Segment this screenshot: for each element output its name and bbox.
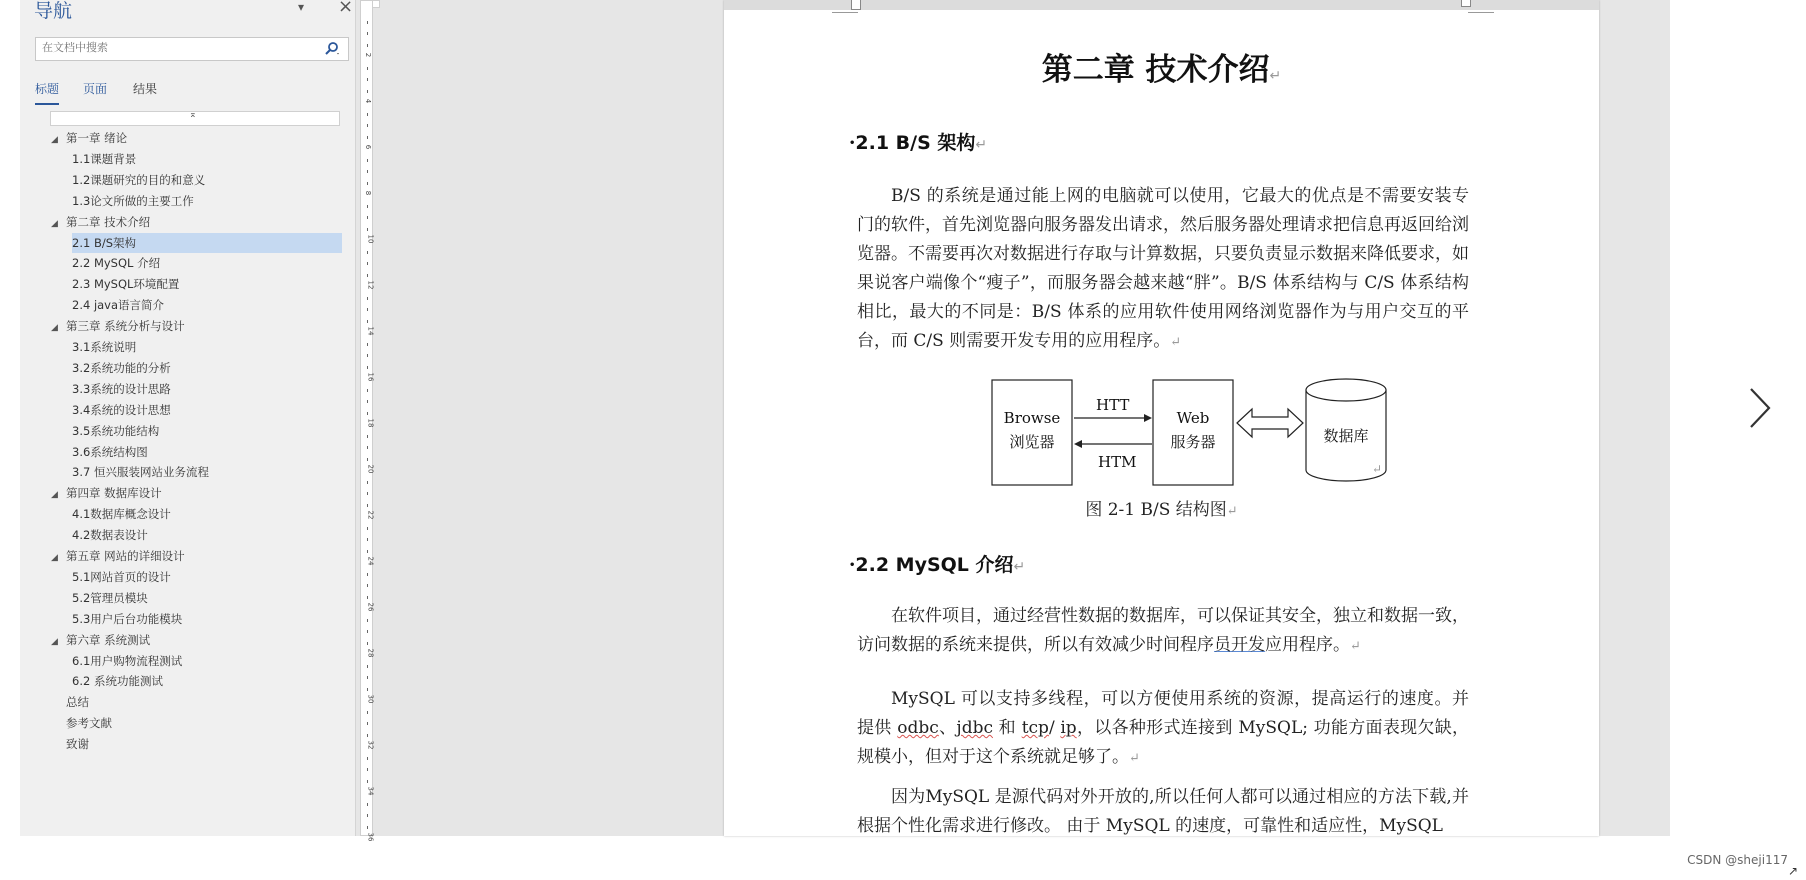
watermark: CSDN @sheji117 [1687,853,1788,867]
paragraph-text-end: ，以各种形式连接到 MySQL; 功能方面表现欠缺，规模小，但对于这个系统就足够了。 [857,718,1470,767]
tree-heading-level1[interactable] [51,630,151,650]
ruler-number: 10 [366,234,375,244]
nav-close-button[interactable] [338,0,353,17]
ruler-tick [367,412,368,415]
tree-heading-level2[interactable] [72,274,342,294]
ruler-number: 6 [364,144,373,150]
ruler-tick [367,814,368,817]
ruler-tick [367,780,368,783]
database-cylinder-top [1306,379,1386,401]
ruler-number: 8 [364,190,373,196]
ruler-tick [367,32,368,35]
tree-heading-level1[interactable] [51,212,151,232]
ruler-tick [367,124,368,127]
ruler-tick [367,400,368,403]
tree-item-label: 3.4系统的设计思想 [72,402,171,417]
tree-heading-level1[interactable] [51,483,162,503]
ruler-tick [367,308,368,311]
ruler-tick [367,389,368,392]
tree-heading-level2[interactable] [72,337,342,357]
tree-item-label: 第二章 技术介绍 [66,214,151,229]
spelling-flagged-tcp[interactable]: tcp [1021,718,1049,738]
response-arrowhead [1074,440,1082,448]
tree-item-label: 6.2 系统功能测试 [72,674,163,689]
tree-item-label: 参考文献 [66,716,112,731]
section-heading-2-2 [849,550,1025,577]
tree-heading-level2[interactable] [72,379,342,399]
tree-item-label: 1.1课题背景 [72,151,137,166]
ruler-tick [367,170,368,173]
paragraph-mark: ↵ [975,137,988,153]
indent-marker[interactable] [851,0,861,10]
ruler-number: 30 [366,694,375,704]
request-arrowhead [1144,414,1152,422]
figure-caption [724,495,1599,520]
paragraph-mark: ↵ [1350,639,1361,654]
spelling-flagged-jdbc[interactable]: jdbc [956,718,993,738]
ruler-tick [367,803,368,806]
chevron-right-icon[interactable] [1745,386,1773,430]
ruler-tick [367,688,368,691]
tree-heading-level2[interactable] [72,421,342,441]
nav-title: 导航 [34,0,73,22]
paragraph-mysql-1 [857,602,1469,661]
ruler-tick [367,44,368,47]
ruler-tick [367,676,368,679]
ruler-tick [367,320,368,323]
ruler-number: 32 [366,740,375,750]
paragraph-mark: ↵ [1170,335,1182,350]
tree-heading-level2[interactable] [72,442,342,462]
ruler-tick [367,584,368,587]
tree-item-label: 4.2数据表设计 [72,528,148,543]
expand-triangle-icon[interactable]: ◢ [51,636,58,647]
tree-item-label: 4.1数据库概念设计 [72,507,171,522]
ruler-number: 4 [364,98,373,104]
ruler-number: 24 [366,556,375,566]
tree-item-label: 3.2系统功能的分析 [72,360,171,375]
grammar-flagged-text[interactable]: 员开发 [1214,635,1265,655]
tab-headings[interactable]: 标题 [35,80,59,105]
paragraph-mysql-3 [857,783,1469,836]
ruler-number: 34 [366,786,375,796]
search-icon[interactable] [324,41,340,57]
ruler-number: 36 [366,832,375,842]
tree-item-label: 5.2管理员模块 [72,590,148,605]
paragraph-mark: ↵ [1013,559,1026,575]
tree-heading-level2[interactable] [72,609,342,629]
paragraph-mark: ↵ [1226,504,1238,519]
tree-item-label: 2.2 MySQL 介绍 [72,256,161,271]
bs-architecture-diagram [988,367,1388,492]
ruler-tick [367,354,368,357]
tree-item-label: 致谢 [66,737,89,752]
ruler-number: 2 [364,52,373,58]
tree-heading-level1[interactable] [51,316,185,336]
ruler-tick [367,630,368,633]
ruler-tick [367,596,368,599]
expand-triangle-icon[interactable]: ◢ [51,490,58,501]
ruler-number: 12 [366,280,375,290]
tree-item-label: 3.3系统的设计思路 [72,381,171,396]
web-label-cn: 服务器 [1170,433,1216,451]
ruler-tick [367,538,368,541]
tree-heading-level2[interactable] [72,295,342,315]
tree-heading-level2[interactable] [72,651,342,671]
ruler-tick [367,182,368,185]
tree-item-label: 总结 [66,695,89,710]
ruler-tick [367,435,368,438]
close-icon: × [338,0,354,17]
tree-item-label: 1.3论文所做的主要工作 [72,193,194,208]
section-heading-2-1 [849,128,987,155]
ruler-tick [367,228,368,231]
tree-item-label: 第三章 系统分析与设计 [66,319,185,334]
tree-item-label: 3.5系统功能结构 [72,423,160,438]
database-label: 数据库 [1323,427,1369,445]
tree-heading-level2[interactable] [72,671,342,691]
paragraph-mark: ↵ [1372,462,1383,476]
tree-heading-level2[interactable] [72,400,342,420]
tree-heading-level2[interactable] [72,233,342,253]
ruler-tick [367,768,368,771]
ruler-number: 22 [366,510,375,520]
ruler-number: 18 [366,418,375,428]
ruler-tick [367,492,368,495]
ruler-strip [360,0,375,842]
tree-item-label: 6.1用户购物流程测试 [72,653,183,668]
tree-heading-level2[interactable] [72,170,342,190]
ruler-tick [367,366,368,369]
tree-heading-level2[interactable] [72,462,342,482]
tree-heading-level2[interactable] [72,253,342,273]
tree-item-label: 5.1网站首页的设计 [72,569,171,584]
nav-search-box [35,37,349,61]
ruler-tick [367,458,368,461]
section-heading-text: 2.2 MySQL 介绍 [855,554,1014,576]
paragraph-text: 在软件项目，通过经营性数据的数据库，可以保证其安全，独立和数据一致，访问数据的系统来提供，所以有效减少时间程序 [857,606,1469,655]
tree-item-label: 第四章 数据库设计 [66,486,162,501]
tree-heading-level2[interactable] [72,358,342,378]
tree-item-label: 2.3 MySQL环境配置 [72,277,180,292]
expand-triangle-icon[interactable]: ◢ [51,135,58,145]
expand-triangle-icon[interactable]: ◢ [51,323,58,334]
ruler-tick [367,573,368,576]
heading-bullet-icon: • [849,560,856,571]
paragraph-text: 因为MySQL 是源代码对外开放的,所以任何人都可以通过相应的方法下载,并根据个性化需求进行修改。 由于 MySQL 的速度，可靠性和适应性，MySQL [857,787,1469,836]
nav-options-dropdown[interactable] [298,0,304,14]
paragraph-mark: ↵ [1269,68,1282,84]
resize-icon[interactable]: ↗ [1787,864,1798,878]
tree-item-label: 3.6系统结构图 [72,444,148,459]
collapse-icon: ⌅ [189,110,197,120]
ruler-tick [367,262,368,265]
tree-item-label: 3.1系统说明 [72,340,137,354]
ruler-tick [367,90,368,93]
tree-item-label: 第五章 网站的详细设计 [66,549,185,563]
ruler-tick [367,343,368,346]
tree-item-label: 第一章 绪论 [66,131,128,145]
bidirectional-arrow [1237,409,1303,437]
tree-heading-level2[interactable] [72,191,342,211]
vertical-ruler [355,0,376,842]
slash-text: / [1048,718,1061,738]
ruler-tick [367,550,368,553]
tree-item-label: 2.1 B/S架构 [72,235,137,250]
spelling-flagged-ip[interactable]: ip [1060,718,1077,738]
tree-item-label: 5.3用户后台功能模块 [72,611,183,626]
ruler-tick [367,619,368,622]
tree-item-label: 2.4 java语言简介 [72,298,165,313]
chapter-title [724,44,1599,89]
ruler-tick [367,642,368,645]
ruler-tick [367,251,368,254]
tree-heading-level2[interactable] [72,504,342,524]
ruler-tick [367,757,368,760]
ruler-number: 28 [366,648,375,658]
ruler-number: 16 [366,372,375,382]
paragraph-text: MySQL 可以支持多线程，可以方便使用系统的资源，提高运行的速度。并提供 [857,689,1469,738]
caption-text: 图 2-1 B/S 结构图 [1085,500,1227,520]
expand-triangle-icon[interactable]: ◢ [51,218,58,229]
ruler-tick [367,67,368,70]
tree-heading-level2[interactable] [72,588,342,608]
tab-pages[interactable]: 页面 [83,82,108,96]
ruler-number: 26 [366,602,375,612]
tree-heading-level2[interactable] [72,525,342,545]
tree-item-label: 第六章 系统测试 [66,632,151,647]
tree-item-label: 3.7 恒兴服装网站业务流程 [72,465,209,480]
ruler-number: 20 [366,464,375,474]
ruler-tick [367,734,368,737]
ruler-number: 14 [366,326,375,336]
ruler-tick [367,722,368,725]
section-heading-text: 2.1 B/S 架构 [855,132,976,154]
ruler-tick [367,826,368,829]
ruler-tick [367,216,368,219]
tree-heading-level1[interactable] [51,546,185,566]
paragraph-mark: ↵ [1129,751,1140,766]
spelling-flagged-odbc[interactable]: odbc [897,718,939,738]
ruler-tick [367,527,368,530]
tree-heading-level2[interactable] [72,149,342,169]
ruler-tick [367,297,368,300]
chapter-title-text: 第二章 技术介绍 [1041,52,1270,88]
heading-bullet-icon: • [849,138,856,149]
chevron-down-icon: ▾ [298,0,305,14]
tree-heading-level1[interactable] [51,128,128,148]
browser-label-cn: 浏览器 [1009,433,1055,451]
paragraph-bs [857,182,1469,357]
ruler-tick [367,446,368,449]
ruler-tick [367,504,368,507]
browser-label-en: Browse [1003,409,1061,427]
navigation-pane [20,0,371,836]
collapse-all-bar[interactable] [50,111,340,126]
ruler-tick [367,136,368,139]
ruler-tick [367,481,368,484]
tree-heading-level1[interactable] [55,734,89,754]
ruler-tick [367,205,368,208]
ruler-tick [367,665,368,668]
paragraph-text: B/S 的系统是通过能上网的电脑就可以使用，它最大的优点是不需要安装专门的软件，首先浏览器向服务器发出请求，然后服务器处理请求把信息再返回给浏览器。不需要再次对数据进行存取与计算数据，只要负责显示数据来降低要求，如果说客户端像个“瘦子”，而服务器会越来越“胖”。B/S 体系结构与 C/S 体系结构相比，最大的不同是：B/S 体系的应用软件使用网络浏览器作为与用户交互的平台，而 C/S 则需要开发专用的应用程序。 [857,186,1469,351]
ruler-tick [367,113,368,116]
paragraph-mysql-2 [857,685,1469,773]
document-page [724,10,1599,836]
paragraph-text-end: 应用程序。 [1265,635,1350,655]
separator-text: 、 [938,718,957,738]
ruler-tick [367,159,368,162]
search-input[interactable] [42,41,302,54]
tree-heading-level1[interactable] [55,692,89,712]
ruler-tick [367,274,368,277]
tree-item-label: 1.2课题研究的目的和意义 [72,172,206,187]
tab-results[interactable]: 结果 [133,82,158,96]
ruler-tick [367,21,368,24]
tree-heading-level2[interactable] [72,567,342,587]
tree-heading-level1[interactable] [55,713,112,733]
right-indent-marker[interactable] [1461,0,1471,7]
ruler-tick [367,711,368,714]
web-label-en: Web [1176,409,1210,427]
http-label: HTT [1096,396,1130,414]
expand-triangle-icon[interactable]: ◢ [51,553,58,563]
html-label: HTM [1098,453,1137,471]
ruler-tick [367,78,368,81]
and-text: 和 [992,718,1022,738]
